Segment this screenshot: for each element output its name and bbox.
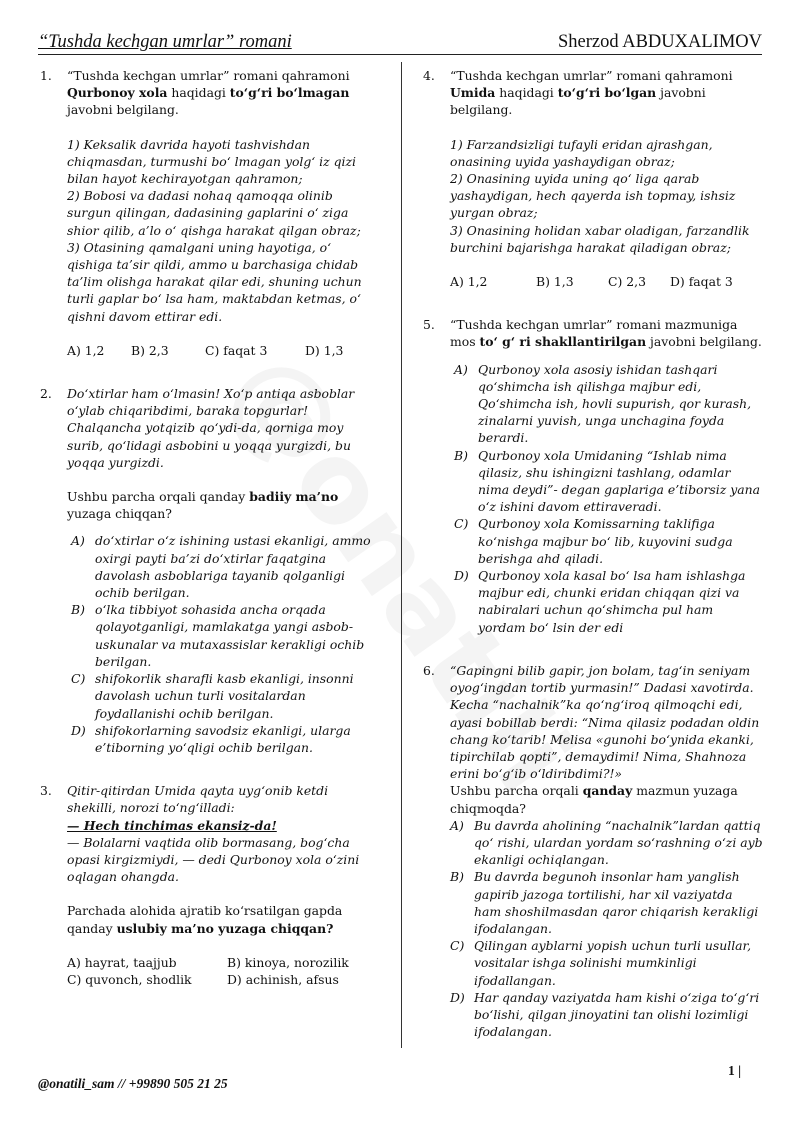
option-c[interactable]: C) quvonch, shodlik (67, 971, 192, 987)
question-5 (421, 316, 763, 636)
question-stem: “Tushda kechgan umrlar” romani mazmuniga mos to‘ g‘ ri shakllantirilgan javobni belgilang. (450, 317, 762, 350)
question-stem: Parchada alohida ajratib ko‘rsatilgan gapda qanday uslubiy ma’no yuzaga chiqqan? (67, 903, 343, 936)
question-stem: “Tushda kechgan umrlar” romani qahramoni Umida haqidagi to‘g‘ri bo‘lgan javobni belgilang. (450, 68, 733, 118)
option-d[interactable]: D) Qurbonoy xola kasal bo‘ lsa ham ishlashga majbur edi, chunki eridan chiqqan qizi va nabiralari uchun qo‘shimcha pul ham yordam bo‘ lsin der edi (454, 568, 746, 635)
option-b[interactable]: B) Qurbonoy xola Umidaning “Ishlab nima qilasiz, shu ishingizni tashlang, odamlar nima deydi”- degan gaplariga e’tiborsiz yana o‘z ishini davom ettiraveradi. (454, 447, 760, 515)
question-number: 1. (40, 68, 52, 83)
question-number: 4. (423, 68, 435, 83)
option-c[interactable]: C) faqat 3 (205, 342, 268, 358)
question-4 (421, 67, 763, 290)
question-number: 5. (423, 317, 435, 333)
quote: Do‘xtirlar ham o‘lmasin! Xo‘p antiqa asboblar o‘ylab chiqaribdimi, baraka topgurlar! Chalqancha yotqizib qo‘ydi-da, qorniga moy surib, qo‘lidagi asbobini u yoqqa yurgizdi, bu yoqqa yurgizdi. (67, 386, 355, 470)
question-6 (421, 662, 763, 1040)
option-d[interactable]: D) Har qanday vaziyatda ham kishi o‘ziga to‘g‘ri bo‘lishi, qilgan jinoyatini tan olishi lozimligi ifodalangan. (450, 989, 760, 1040)
option-c[interactable]: C) Qilingan ayblarni yopish uchun turli usullar, vositalar ishga solinishi mumkinligi ifodallangan. (450, 938, 752, 988)
highlighted-sentence: — Hech tinchimas ekansiz-da! (67, 817, 277, 833)
option-b[interactable]: B) 2,3 (131, 342, 169, 358)
question-number: 3. (40, 783, 52, 799)
option-d[interactable]: D) shifokorlarning savodsiz ekanligi, ularga e’tiborning yo‘qligi ochib berilgan. (71, 722, 351, 755)
column-divider (401, 62, 402, 1048)
option-a[interactable]: A) do‘xtirlar o‘z ishining ustasi ekanligi, ammo oxirgi payti ba’zi do‘xtirlar faqatgina davolash asboblariga tayanib qolganligi ochib berilgan. (71, 533, 371, 601)
option-c[interactable]: C) shifokorlik sharafli kasb ekanligi, insonni davolash uchun turli vositalardan foydallanishi ochib berilgan. (71, 671, 354, 721)
question-stem: Ushbu parcha orqali qanday mazmun yuzaga chiqmoqda? (450, 783, 738, 816)
option-a[interactable]: A) 1,2 (450, 274, 488, 290)
option-a[interactable]: A) Qurbonoy xola asosiy ishidan tashqari qo‘shimcha ish qilishga majbur edi, Qo‘shimcha ish, hovli supurish, qor kurash, zinalarni yuvish, unga unchagina foyda berardi. (454, 361, 752, 446)
statement-3: 3) Otasining qamalgani uning hayotiga, o‘ qishiga ta’sir qildi, ammo u barchasiga chidab ta’lim olishga harakat qilar edi, shuning uchun turli gaplar bo‘ lsa ham, maktabdan ketmas, o‘ qishni davom ettirar edi. (67, 239, 362, 324)
option-b[interactable]: B) kinoya, norozilik (227, 954, 349, 970)
question-3 (38, 782, 374, 988)
option-d[interactable]: D) achinish, afsus (227, 971, 339, 987)
statement-2: 2) Onasining uyida uning qo‘ liga qarab yashaydigan, hech qayerda ish topmay, ishsiz yurgan obraz; (450, 171, 736, 221)
option-a[interactable]: A) 1,2 (67, 342, 105, 358)
option-c[interactable]: C) 2,3 (608, 274, 646, 290)
option-c[interactable]: C) Qurbonoy xola Komissarning taklifiga ko‘nishga majbur bo‘ lib, kuyovini sudga berishga ahd qiladi. (454, 516, 733, 566)
option-a[interactable]: A) Bu davrda aholining “nachalnik”lardan qattiq qo‘ rishi, ulardan yordam so‘rashning o‘zi ayb ekanligi ochiqlangan. (450, 817, 763, 868)
page-number: 1 | (728, 1063, 742, 1078)
question-number: 6. (423, 662, 435, 678)
quote-line-1: Qitir-qitirdan Umida qayta uyg‘onib ketdi shekilli, norozi to‘ng‘illadi: (67, 783, 329, 816)
answer-options (450, 273, 763, 290)
statement-1: 1) Farzandsizligi tufayli eridan ajrashgan, onasining uyida yashaydigan obraz; (450, 136, 713, 169)
page-header (38, 30, 762, 55)
right-column (421, 67, 763, 1060)
quote: “Gapingni bilib gapir, jon bolam, tag‘in seniyam oyog‘ingdan tortib yurmasin!” Dadasi xavotirda. Kecha “nachalnik”ka qo‘ng‘iroq qilmoqchi edi, ayasi bobillab berdi: “Nima qilasiz podadan oldin chang ko‘tarib! Melisa «gunohi bo‘ynida ekanki, tipirchilab qopti”, demaydimi! Nima, Shahnoza erini bo‘g‘ib o‘ldiribdimi?!» (450, 662, 760, 782)
statement-3: 3) Onasining holidan xabar oladigan, farzandlik burchini bajarishga harakat qiladigan obraz; (450, 222, 750, 255)
answer-options (67, 342, 374, 359)
option-d[interactable]: D) faqat 3 (670, 274, 733, 290)
footer-contact: @onatili_sam // +99890 505 21 25 (38, 1076, 228, 1091)
author-name: Sherzod ABDUXALIMOV (558, 32, 762, 52)
option-a[interactable]: A) hayrat, taajjub (67, 954, 177, 970)
question-stem: “Tushda kechgan umrlar” romani qahramoni Qurbonoy xola haqidagi to‘g‘ri bo‘lmagan javobni belgilang. (67, 68, 350, 118)
question-stem: Ushbu parcha orqali qanday badiiy ma’no yuzaga chiqqan? (67, 489, 339, 522)
question-number: 2. (40, 386, 52, 402)
left-column (38, 67, 374, 1008)
question-2 (38, 385, 374, 756)
question-1 (38, 67, 374, 359)
option-d[interactable]: D) 1,3 (305, 342, 344, 358)
statement-1: 1) Keksalik davrida hayoti tashvishdan chiqmasdan, turmushi bo‘ lmagan yolg‘ iz qizi bilan hayot kechirayotgan qahramon; (67, 136, 356, 187)
quote-line-3: — Bolalarni vaqtida olib bormasang, bog‘cha opasi kirgizmiydi, — dedi Qurbonoy xola o‘zini oqlagan ohangda. (67, 834, 360, 885)
option-b[interactable]: B) 1,3 (536, 274, 574, 290)
option-b[interactable]: B) Bu davrda begunoh insonlar ham yanglish gapirib jazoga tortilishi, har xil vaziyatda ham shoshilmasdan qaror chiqarish kerakligi ifodalangan. (450, 869, 759, 936)
option-b[interactable]: B) o‘lka tibbiyot sohasida ancha orqada qolayotganligi, mamlakatga yangi asbob-uskunalar va mutaxassislar kerakligi ochib berilgan. (71, 602, 365, 669)
book-title: “Tushda kechgan umrlar” romani (38, 32, 292, 52)
statement-2: 2) Bobosi va dadasi nohaq qamoqqa olinib surgun qilingan, dadasining gaplarini o‘ ziga shior qilib, a’lo o‘ qishga harakat qilgan obraz; (67, 188, 361, 238)
answer-options (67, 954, 374, 988)
